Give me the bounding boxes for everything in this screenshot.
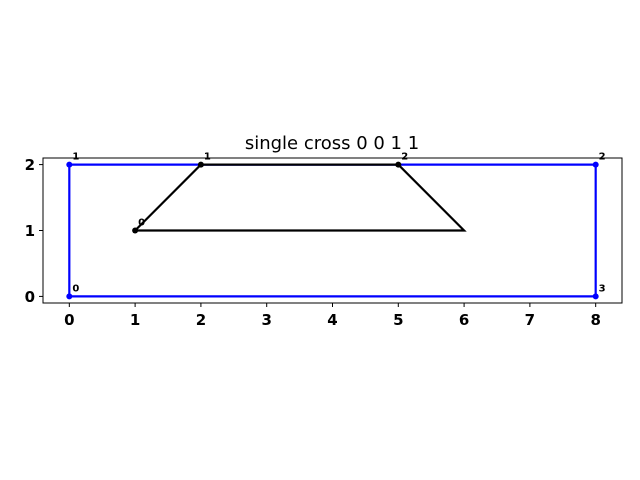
x-tick-label: 2 <box>195 311 207 329</box>
point-label: 3 <box>598 283 606 295</box>
x-tick-label: 5 <box>393 311 404 329</box>
chart-title: single cross 0 0 1 1 <box>244 133 420 154</box>
point-label: 1 <box>72 151 80 163</box>
x-tick-label: 0 <box>64 311 75 329</box>
y-tick-label: 1 <box>24 222 35 240</box>
point-label: 2 <box>401 151 409 163</box>
x-tick-label: 8 <box>590 311 601 329</box>
y-tick-label: 2 <box>24 156 35 175</box>
x-tick-label: 3 <box>261 311 272 329</box>
point-label: 1 <box>203 151 211 163</box>
x-tick-label: 6 <box>458 311 470 329</box>
x-tick-label: 1 <box>129 311 141 329</box>
point-label: 2 <box>598 151 606 163</box>
x-tick-label: 7 <box>524 311 536 329</box>
point-label: 0 <box>72 283 80 295</box>
x-tick-label: 4 <box>327 311 338 329</box>
y-tick-label: 0 <box>24 287 35 306</box>
point-label: 0 <box>138 217 146 229</box>
